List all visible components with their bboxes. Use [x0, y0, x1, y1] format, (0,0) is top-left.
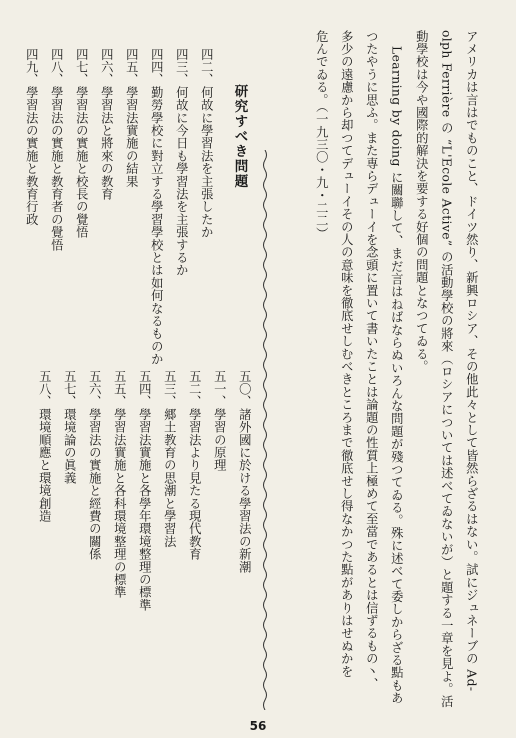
paragraph-line: アメリカは言はでものこと、ドイツ然り、新興ロシア、その他此々として皆然らざるはない。試にジュネーブの Ad-	[464, 30, 479, 692]
research-topic: 五一、學習の原理	[212, 370, 227, 472]
paragraph-line: 動學校は今や國際的解決を要する好個の問題となつてゐる。	[414, 30, 429, 373]
research-topic: 四九、學習法の實施と教育行政	[24, 48, 39, 226]
research-topic: 五〇、諸外國に於ける學習法の新潮	[237, 370, 252, 574]
page-number: 56	[249, 719, 267, 733]
paragraph-line: つたやうに思ふ。また専らデューイを念頭に置いて書いたことは論題の性質上極めて至當であるとは信ずるもの丶、	[364, 30, 379, 691]
research-topic: 四二、何故に學習法を主張したか	[199, 48, 214, 239]
research-topic: 五三、郷土教育の思潮と學習法	[162, 370, 177, 548]
wavy-divider	[260, 150, 270, 710]
research-topic: 四五、學習法實施の結果	[124, 48, 139, 188]
research-topic: 五五、學習法實施と各科環境整理の標準	[112, 370, 127, 599]
paragraph-line: 危んでゐる。（一九三〇・九・二二）	[314, 30, 329, 240]
paragraph-line: olph Ferrière の “L'Ecole Active” の活動學校の將來（ロシアについては述べてゐないが）と題する一章を見よ。活	[439, 30, 454, 709]
paragraph-line: Learning by doing に關聯して、まだ言はねばならぬいろんな問題が殘つてゐる。殊に述べて委しからざる點もあ	[389, 46, 404, 705]
research-topic: 四三、何故に今日も學習法を主張するか	[174, 48, 189, 277]
research-topic: 四六、學習法と將來の教育	[99, 48, 114, 201]
research-heading: 研究すべき問題	[231, 84, 248, 189]
research-topic: 五八、環境順應と環境創造	[37, 370, 52, 523]
research-topic: 四四、勤勞學校に對立する學習學校とは如何なるものか	[149, 48, 164, 366]
research-topic: 四七、學習法の實施と校長の覺悟	[74, 48, 89, 239]
research-topic: 五四、學習法實施と各學年環境整理の標準	[137, 370, 152, 612]
research-topic: 五六、學習法の實施と經費の關係	[87, 370, 102, 561]
research-topic: 五七、環境論の眞義	[62, 370, 77, 485]
paragraph-line: 多少の遠慮から却つてデューイその人の意味を徹底せしむべきところまで徹底せし得なかつた點がありはせぬかを	[339, 30, 354, 678]
research-topic: 五二、學習法より見たる現代教育	[187, 370, 202, 561]
research-topic: 四八、學習法の實施と教育者の覺悟	[49, 48, 64, 252]
